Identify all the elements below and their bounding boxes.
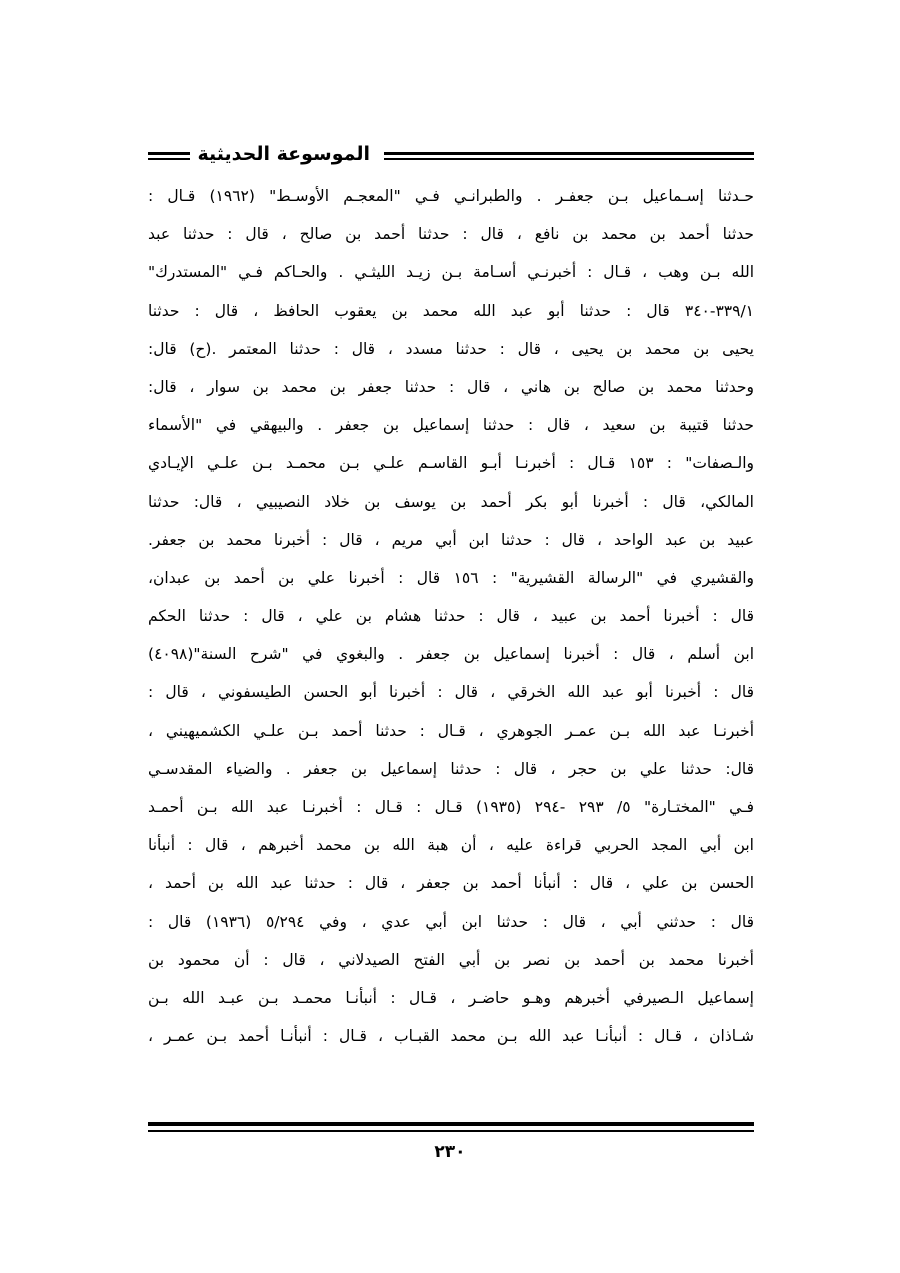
text-line: قال: حدثنا علي بن حجر ، قال : حدثنا إسماعيل بن جعفر . والضياء المقدسـي — [148, 759, 754, 778]
text-line: حدثنا قتيبة بن سعيد ، قال : حدثنا إسماعيل بن جعفر . والبيهقي في "الأسماء — [148, 416, 754, 435]
text-line: حـدثنا إسـماعيل بـن جعفـر . والطبرانـي فـي "المعجـم الأوسـط" (١٩٦٢) قـال : — [148, 187, 754, 205]
header-rule-right — [384, 152, 754, 160]
page-number: ٢٣٠ — [434, 1142, 466, 1162]
text-line: والقشيري في "الرسالة القشيرية" : ١٥٦ قال : أخبرنا علي بن أحمد بن عبدان، — [148, 568, 754, 587]
text-line: قال : أخبرنا أبو عبد الله الخرقي ، قال : أخبرنا أبو الحسن الطيسفوني ، قال : — [148, 683, 754, 702]
text-line: أخبرنا محمد بن أحمد بن نصر بن أبي الفتح الصيدلاني ، قال : أن محمود بن — [148, 950, 754, 969]
text-line: حدثنا أحمد بن محمد بن نافع ، قال : حدثنا أحمد بن صالح ، قال : حدثنا عبد — [148, 225, 754, 244]
text-line: والـصفات" : ١٥٣ قـال : أخبرنـا أبـو القاسـم علـي بـن محمـد بـن علـي الإيـادي — [148, 454, 754, 473]
text-line: المالكي، قال : أخبرنا أبو بكر أحمد بن يوسف بن خلاد النصيبيي ، قال: حدثنا — [148, 492, 754, 511]
text-line: الله بـن وهب ، قـال : أخبرنـي أسـامة بـن زيـد الليثـي . والحـاكم فـي "المستدرك" — [148, 263, 754, 282]
text-line: ابن أبي المجد الحربي قراءة عليه ، أن هبة الله بن محمد أخبرهم ، قال : أنبأنا — [148, 836, 754, 855]
text-line: قال : أخبرنا أحمد بن عبيد ، قال : حدثنا هشام بن علي ، قال : حدثنا الحكم — [148, 607, 754, 626]
footer-rule — [148, 1122, 754, 1132]
body-text — [148, 177, 754, 1055]
text-line: إسماعيل الـصيرفي أخبرهم وهـو حاضـر ، قـال : أنبأنـا محمـد بـن عبـد الله بـن — [148, 988, 754, 1007]
header-rule-left — [148, 152, 190, 160]
page-header — [148, 140, 754, 172]
text-line: الحسن بن علي ، قال : أنبأنا أحمد بن جعفر ، قال : حدثنا عبد الله بن أحمد ، — [148, 874, 754, 893]
header-title: الموسوعة الحديثية — [197, 143, 370, 165]
text-line: ٣٣٩/١-٣٤٠ قال : حدثنا أبو عبد الله محمد بن يعقوب الحافظ ، قال : حدثنا — [148, 301, 754, 320]
text-line: عبيد بن عبد الواحد ، قال : حدثنا ابن أبي مريم ، قال : أخبرنا محمد بن جعفر. — [148, 530, 754, 549]
text-line: وحدثنا محمد بن صالح بن هاني ، قال : حدثنا جعفر بن محمد بن سوار ، قال: — [148, 377, 754, 396]
text-line: أخبرنـا عبد الله بـن عمـر الجوهري ، قـال : حدثنا أحمد بـن علـي الكشميهيني ، — [148, 721, 754, 740]
text-line: فـي "المختـارة" ٥/ ٢٩٣ -٢٩٤ (١٩٣٥) قـال : قـال : أخبرنـا عبد الله بـن أحمـد — [148, 798, 754, 816]
text-line: يحيى بن محمد بن يحيى ، قال : حدثنا مسدد ، قال : حدثنا المعتمر .(ح) قال: — [148, 339, 754, 358]
text-line: قال : حدثني أبي ، قال : حدثنا ابن أبي عدي ، وفي ٥/٢٩٤ (١٩٣٦) قال : — [148, 912, 754, 931]
text-line: ابن أسلم ، قال : أخبرنا إسماعيل بن جعفر . والبغوي في "شرح السنة"(٤٠٩٨) — [148, 645, 754, 664]
text-line: شـاذان ، قـال : أنبأنـا عبد الله بـن محمد القبـاب ، قـال : أنبأنـا أحمد بـن عمـر ، — [148, 1027, 754, 1046]
